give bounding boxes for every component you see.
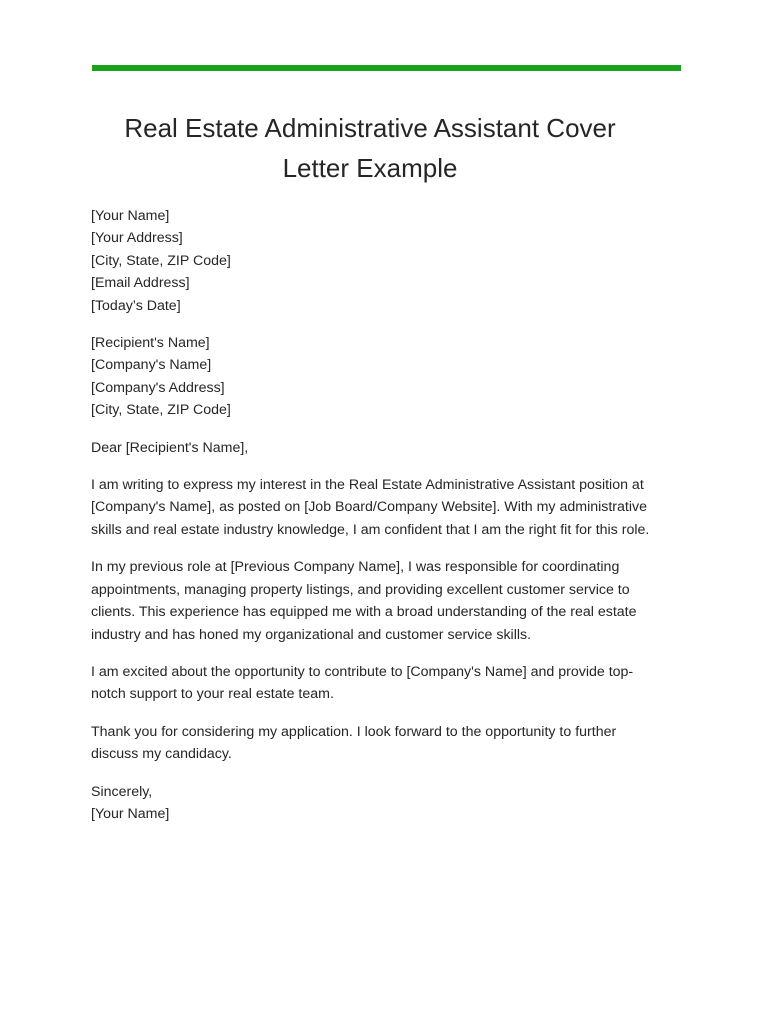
recipient-company-address: [Company's Address] xyxy=(91,379,225,396)
accent-bar xyxy=(92,65,681,71)
body-paragraph-4: Thank you for considering my application. I look forward to the opportunity to further discuss my candidacy. xyxy=(91,723,617,763)
signature: [Your Name] xyxy=(91,805,170,822)
sender-email: [Email Address] xyxy=(91,275,190,292)
recipient-company: [Company's Name] xyxy=(91,357,212,374)
sign-off-block xyxy=(91,781,661,826)
sender-address: [Your Address] xyxy=(91,230,183,247)
document-title: Real Estate Administrative Assistant Cover Letter Example xyxy=(124,113,616,183)
body-paragraph-3: I am excited about the opportunity to contribute to [Company's Name] and provide top-notch support to your real estate team. xyxy=(91,663,634,703)
sender-city-state-zip: [City, State, ZIP Code] xyxy=(91,252,231,269)
recipient-address-block xyxy=(91,332,661,422)
sender-name: [Your Name] xyxy=(91,208,170,224)
salutation: Dear [Recipient's Name], xyxy=(91,439,249,456)
letter-body xyxy=(91,205,661,840)
recipient-city-state-zip: [City, State, ZIP Code] xyxy=(91,402,231,419)
sender-address-block xyxy=(91,205,661,317)
body-paragraph-1: I am writing to express my interest in the Real Estate Administrative Assistant position at [Company's Name], as posted on [Job Board/Company Website]. With my administrative skills and real estate industry knowledge, I am confident that I am the right fit for this role. xyxy=(91,477,650,538)
letter-date: [Today’s Date] xyxy=(91,297,181,314)
body-paragraph-2: In my previous role at [Previous Company Name], I was responsible for coordinating appointments, managing property listings, and providing excellent customer service to clients. This experience has equipped me with a broad understanding of the real estate industry and has honed my organizational and customer service skills. xyxy=(91,559,637,643)
recipient-name: [Recipient's Name] xyxy=(91,335,210,352)
closing: Sincerely, xyxy=(91,783,153,800)
